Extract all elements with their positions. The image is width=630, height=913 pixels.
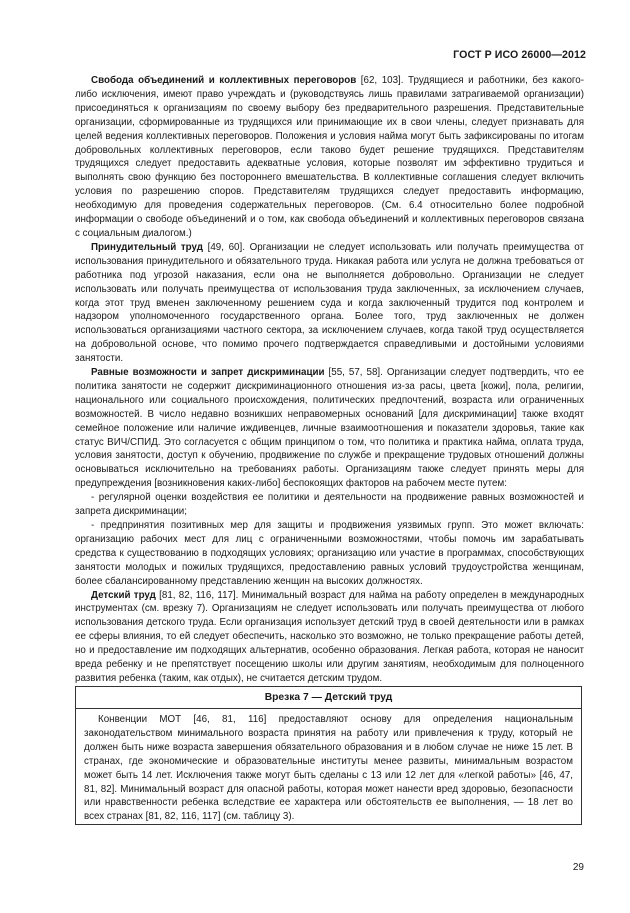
main-text <box>75 74 584 686</box>
paragraph-forced-labour <box>75 241 584 366</box>
page-number: 29 <box>572 862 584 873</box>
box-body <box>76 709 581 824</box>
box-title: Врезка 7 — Детский труд <box>76 687 581 709</box>
paragraph-text: [62, 103]. Трудящиеся и работники, без какого-либо исключения, имеют право учреждать и (руководствуясь лишь правилами затрагиваемой организации) присоединяться к организациям по своему выбору без предварительного разрешения. Представительные организации, сформированные из трудящихся или принимающие их в свои члены, следует признавать для целей ведения коллективных переговоров. Положения и условия найма могут быть зафиксированы по итогам добровольных коллективных переговоров, если таково будет решение трудящихся. Представителям трудящихся следует предоставить адекватные условия, которые позволят им эффективно трудиться и выполнять свою функцию без постороннего вмешательства. В коллективные соглашения следует включить условия по разрешению споров. Представителям трудящихся следует предоставить информацию, необходимую для проведения содержательных переговоров. (См. 6.4 относительно более подробной информации о свободе объединений и о том, как свобода объединений и коллективных переговоров связана с социальным диалогом.) <box>75 75 585 239</box>
paragraph-lead: Свобода объединений и коллективных переговоров <box>91 75 357 86</box>
list-item-assessment <box>75 491 584 519</box>
list-item-positive-measures <box>75 519 584 589</box>
paragraph-text: [81, 82, 116, 117]. Минимальный возраст для найма на работу определен в международных инструментах (см. врезку 7). Организациям не следует использовать или получать преимущества от любого использования детского труда. Если организация использует детский труд в своей деятельности или в рамках ее сферы влияния, то ей следует обеспечить, насколько это возможно, не только прекращение работы детей, но и предоставление им подходящих альтернатив, особенно образования. Легкая работа, которая не наносит вреда ребенку и не препятствует посещению школы или другим занятиям, необходимым для полноценного развития ребенка (таким, как отдых), не считается детским трудом. <box>75 589 584 684</box>
paragraph-child-labour <box>75 589 584 686</box>
paragraph-lead: Принудительный труд <box>91 241 203 253</box>
standard-header: ГОСТ Р ИСО 26000—2012 <box>453 49 586 61</box>
paragraph-text: [55, 57, 58]. Организации следует подтвердить, что ее политика занятости не содержит дискриминационного отношения из-за расы, цвета [кожи], пола, религии, национального или социального происхождения, политических предпочтений, возраста или ограниченных возможностей. В число недавно возникших неправомерных оснований [для дискриминации] также входят семейное положение или наличие иждивенцев, личные взаимоотношения и показатели здоровья, такие как статус ВИЧ/СПИД. Это согласуется с общим принципом о том, что политика и практика найма, оплата труда, условия занятости, доступ к обучению, продвижение по службе и прекращение трудовых отношений должны основываться исключительно на требованиях работы. Организациям также следует принять меры для предупреждения [возникновения каких-либо] беспокоящих факторов на рабочем месте путем: <box>75 367 584 490</box>
paragraph-lead: Равные возможности и запрет дискриминации <box>91 367 325 379</box>
paragraph-equal-opportunities <box>75 366 584 491</box>
box-text: Конвенции МОТ [46, 81, 116] предоставляют основу для определения национальным законодательством минимального возраста принятия на работу или привлечения к труду, который не должен быть ниже возраста завершения обязательного образования и в любом случае не ниже 15 лет. В странах, где экономические и образовательные институты менее развиты, минимальным возрастом может быть 14 лет. Исключения также могут быть сделаны с 13 или 12 лет для «легкой работы» [46, 47, 81, 82]. Минимальный возраст для опасной работы, которая может нанести вред здоровью, безопасности или нравственности ребенка вследствие ее характера или обстоятельств ее выполнения, — 18 лет во всех странах [81, 82, 116, 117] (см. таблицу 3). <box>84 714 573 823</box>
paragraph-text: [49, 60]. Организации не следует использовать или получать преимущества от использования принудительного и обязательного труда. Никакая работа или услуга не должна требоваться от работника под угрозой наказания, если она не выполняется добровольно. Организации не следует использовать или получать преимущества от использования труда заключенных, за исключением случаев, когда этот труд вменен заключенному решением суда и когда заключенный трудится под контролем и надзором уполномоченного государственного органа. Более того, труд заключенных не должен использоваться организациями частного сектора, за исключением случаев, когда такой труд осуществляется на добровольной основе, что помимо прочего подтверждается справедливыми и достойными условиями занятости. <box>75 241 584 365</box>
list-item-text: - предпринятия позитивных мер для защиты и продвижения уязвимых групп. Это может включать: организацию рабочих мест для лиц с ограниченными возможностями, чтобы помочь им зарабатывать средства к существованию в подходящих условиях; организацию или участие в программах, способствующих занятости молодых и пожилых трудящихся, предоставлению равных условий трудоустройства женщинам, более сбалансированному представлению женщин на высоких должностях. <box>75 520 584 587</box>
list-item-text: - регулярной оценки воздействия ее политики и деятельности на продвижение равных возможностей и запрета дискриминации; <box>75 492 584 518</box>
paragraph-freedom-of-association <box>75 74 584 241</box>
box-insert-7 <box>75 686 582 825</box>
paragraph-lead: Детский труд <box>91 589 156 601</box>
